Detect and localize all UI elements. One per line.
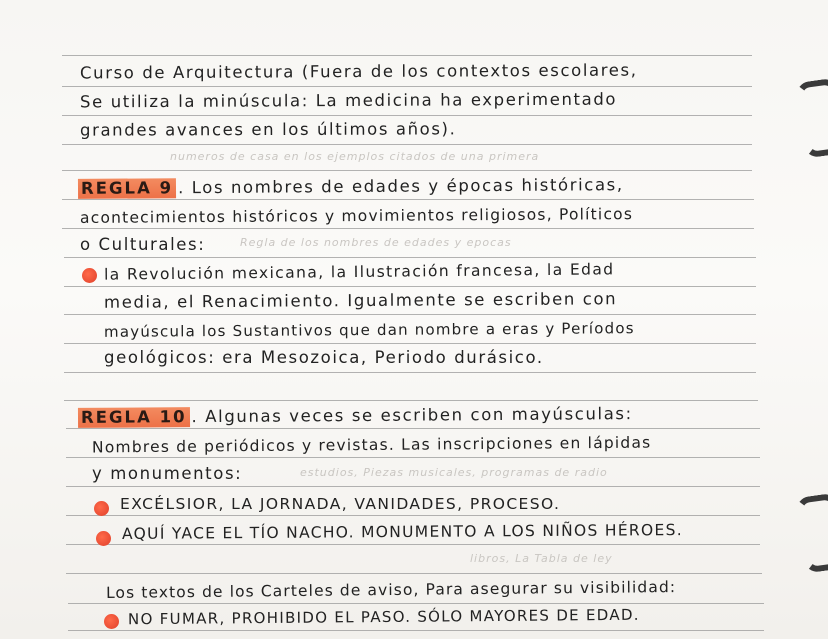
intro-line-1: Curso de Arquitectura (Fuera de los contextos escolares, [79,60,638,83]
bleed-through-text: numeros de casa en los ejemplos citados de una primera [170,150,540,163]
ruled-line [64,314,756,315]
rule10-example-1: EXCÉLSIOR, LA JORNADA, VANIDADES, PROCESO. [120,495,561,513]
rule9-heading [78,175,624,199]
rule9-line-1: . Los nombres de edades y épocas históricas, [177,175,624,198]
ruled-line [62,170,752,171]
intro-line-3: grandes avances en los últimos años). [79,119,457,140]
rule9-example-line-4: geológicos: era Mesozoica, Periodo durásico. [104,348,544,367]
binder-ring [795,492,828,573]
ruled-line [64,343,756,344]
ruled-line [66,486,760,487]
rule9-tag: REGLA 9 [78,178,176,199]
ruled-line [62,115,752,116]
rule10-line-2: Nombres de periódicos y revistas. Las inscripciones en lápidas [91,433,652,457]
bleed-through-text: Regla de los nombres de edades y epocas [240,236,512,249]
ruled-line [62,144,752,145]
ruled-line [66,515,760,516]
ruled-line [62,55,752,56]
rule10-line-3: y monumentos: [92,464,243,483]
ruled-line [64,372,756,373]
bullet-dot [82,268,97,283]
rule9-example-line-3: mayúscula los Sustantivos que dan nombre a eras y Períodos [103,319,635,341]
signs-line: Los textos de los Carteles de aviso, Para asegurar su visibilidad: [105,578,677,602]
ruled-line [62,86,752,87]
rule10-tag: REGLA 10 [78,407,190,428]
signs-example: NO FUMAR, PROHIBIDO EL PASO. SÓLO MAYORES DE EDAD. [127,605,640,629]
ruled-line [64,257,756,258]
rule10-line-1: . Algunas veces se escriben con mayúsculas: [191,404,633,427]
bullet-dot [94,501,109,516]
intro-line-2: Se utiliza la minúscula: La medicina ha experimentado [79,89,618,112]
bleed-through-text: estudios, Piezas musicales, programas de radio [300,466,608,479]
ruled-line [66,457,760,458]
rule9-example-line-1: la Revolución mexicana, la Ilustración francesa, la Edad [103,260,615,284]
ruled-line [68,603,764,604]
ruled-line [66,544,760,545]
rule9-line-3: o Culturales: [80,235,206,254]
bleed-through-text: libros, La Tabla de ley [470,552,613,565]
rule10-example-2: AQUÍ YACE EL TÍO NACHO. MONUMENTO A LOS NIÑOS HÉROES. [121,521,683,543]
ruled-line [66,573,762,574]
rule9-line-2: acontecimientos históricos y movimientos religiosos, Políticos [79,205,634,227]
rule9-example-line-2: media, el Renacimiento. Igualmente se escriben con [103,289,618,312]
bullet-dot [104,614,119,629]
ruled-line [66,428,760,429]
bullet-dot [96,531,111,546]
binder-ring [795,77,828,158]
ruled-line [64,286,756,287]
ruled-line [68,630,764,631]
rule10-heading [78,404,633,428]
ruled-line [62,228,754,229]
ruled-line [62,199,754,200]
ruled-line [64,400,758,401]
